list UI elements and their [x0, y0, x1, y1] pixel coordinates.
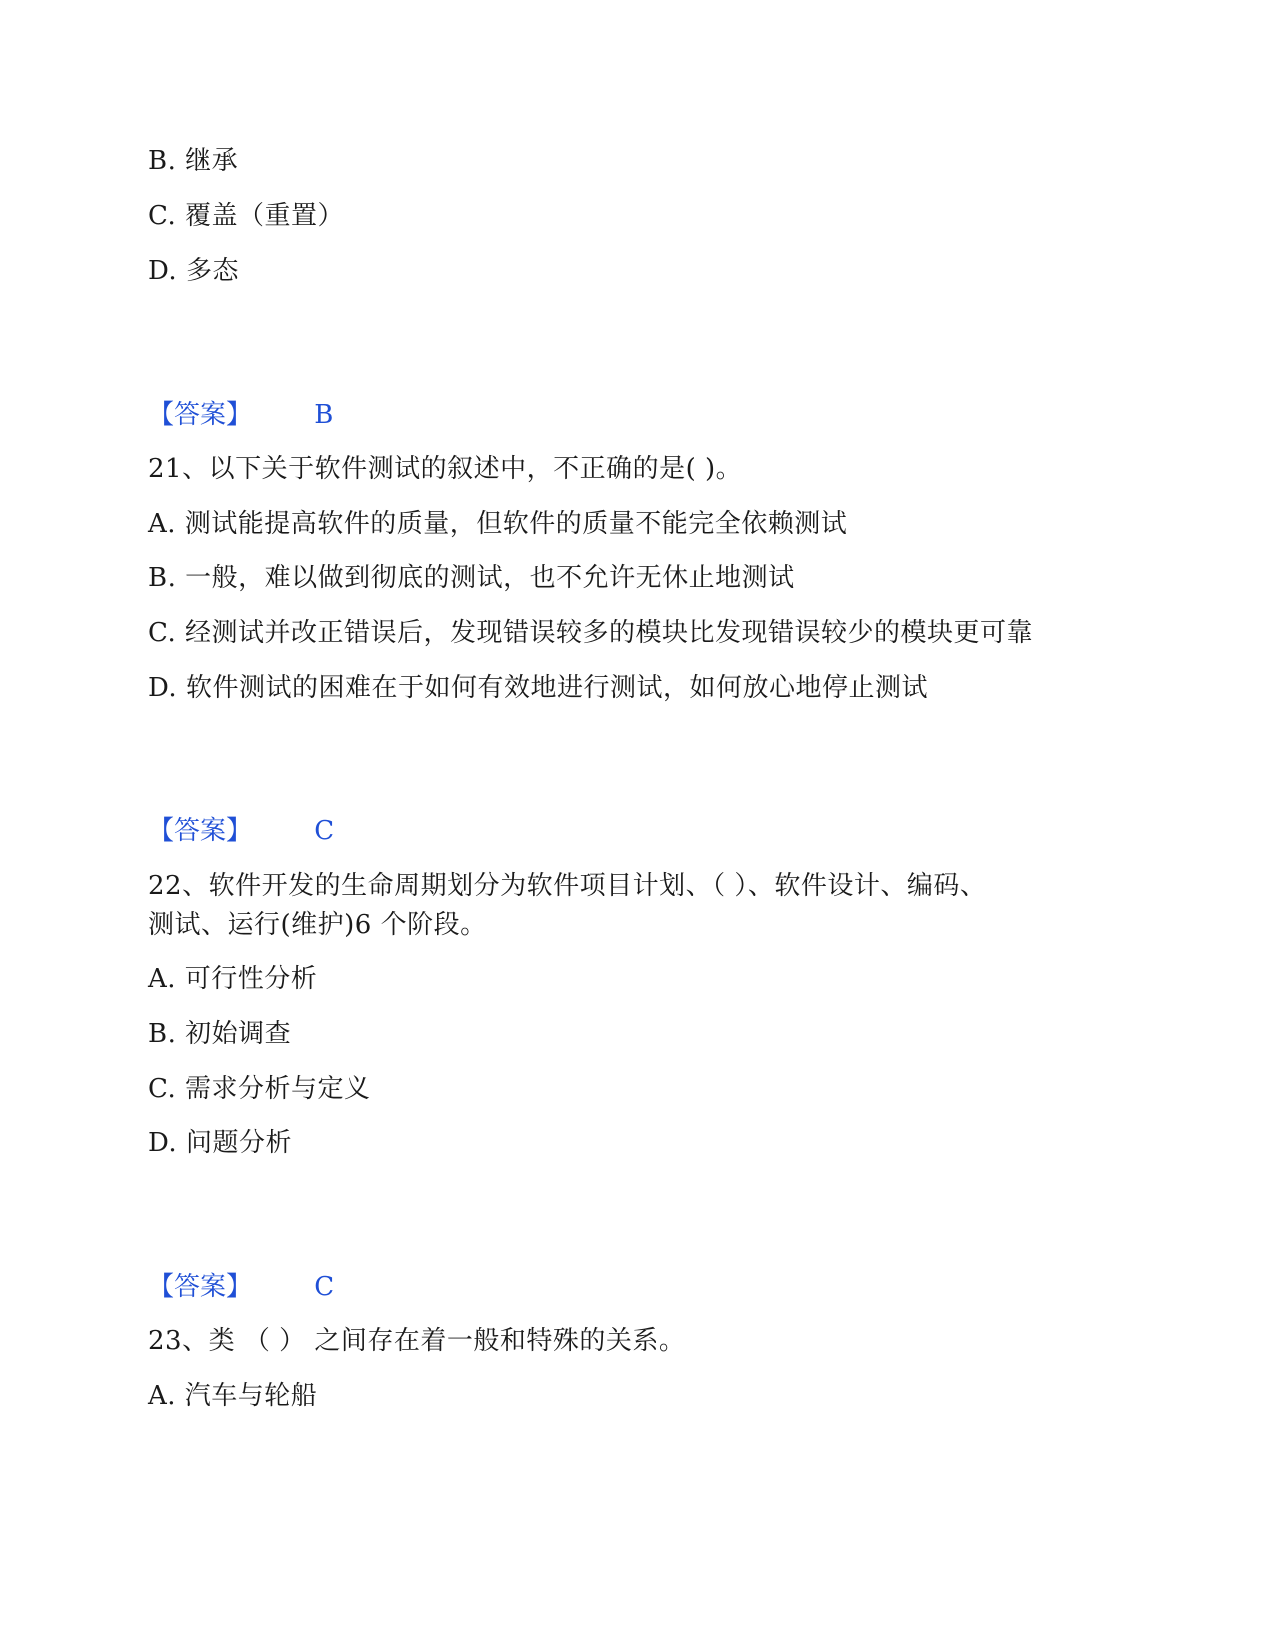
- q22-question-line-1: 22、软件开发的生命周期划分为软件项目计划、（ ）、软件设计、编码、: [148, 871, 987, 901]
- q23-option-a: A. 汽车与轮船: [148, 1381, 318, 1411]
- q20-answer: [148, 398, 333, 432]
- answer-label: 【答案】: [148, 1272, 253, 1302]
- q21-question: 21、以下关于软件测试的叙述中，不正确的是( )。: [148, 454, 743, 484]
- q20-option-b: B. 继承: [148, 146, 239, 176]
- answer-label: 【答案】: [148, 400, 253, 430]
- q22-answer: [148, 1270, 334, 1304]
- q21-option-b: B. 一般，难以做到彻底的测试，也不允许无休止地测试: [148, 563, 795, 593]
- q21-option-d: D. 软件测试的困难在于如何有效地进行测试，如何放心地停止测试: [148, 673, 928, 703]
- answer-label: 【答案】: [148, 816, 253, 846]
- q21-option-a: A. 测试能提高软件的质量，但软件的质量不能完全依赖测试: [148, 509, 848, 539]
- q22-option-c: C. 需求分析与定义: [148, 1074, 371, 1104]
- q22-option-a: A. 可行性分析: [148, 964, 318, 994]
- q22-question-line-2: 测试、运行(维护)6 个阶段。: [148, 910, 487, 940]
- q20-option-d: D. 多态: [148, 256, 239, 286]
- q23-question: 23、类 （ ） 之间存在着一般和特殊的关系。: [148, 1326, 686, 1356]
- answer-value: C: [314, 1272, 335, 1302]
- q22-option-d: D. 问题分析: [148, 1128, 292, 1158]
- answer-value: B: [314, 400, 334, 430]
- q22-option-b: B. 初始调查: [148, 1019, 292, 1049]
- q21-option-c: C. 经测试并改正错误后，发现错误较多的模块比发现错误较少的模块更可靠: [148, 618, 1033, 648]
- q21-answer: [148, 814, 334, 848]
- q20-option-c: C. 覆盖（重置）: [148, 201, 344, 231]
- answer-value: C: [314, 816, 335, 846]
